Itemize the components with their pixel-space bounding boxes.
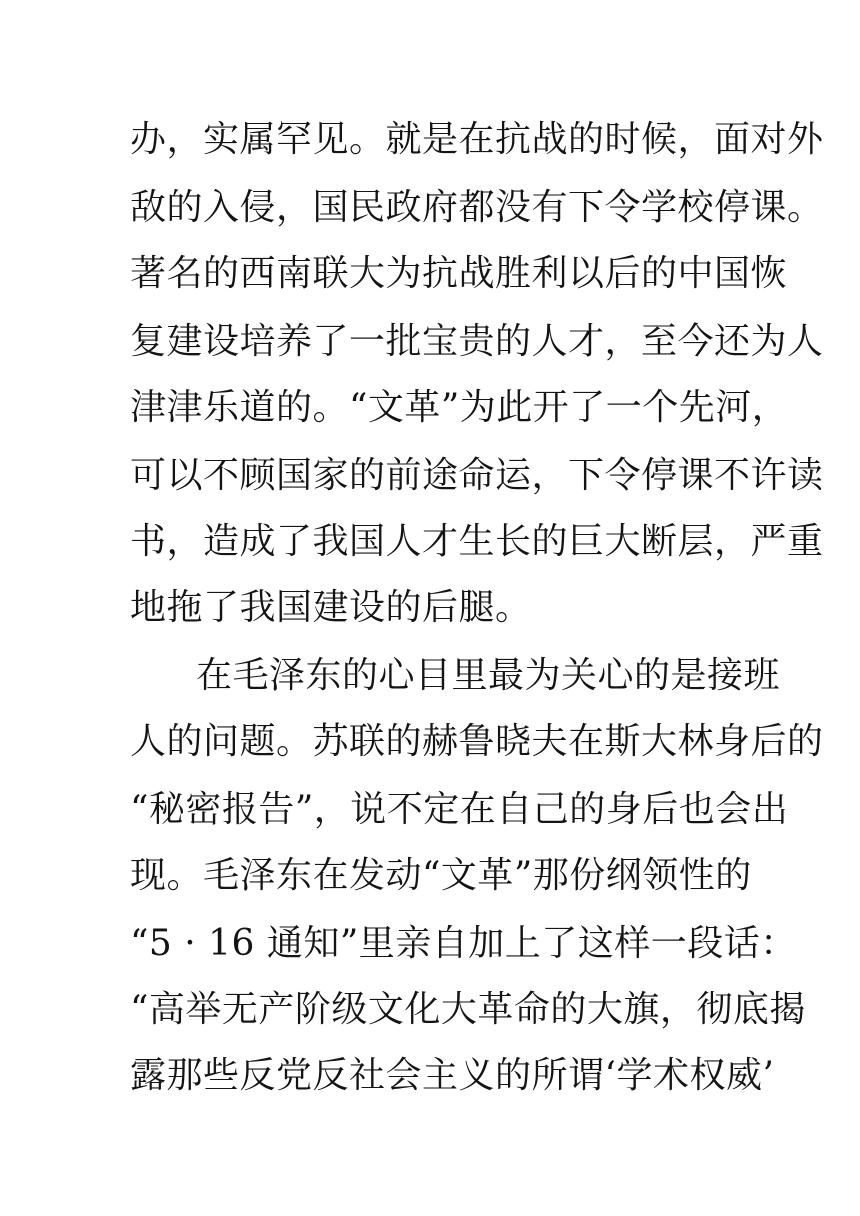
- text-line: 办，实属罕见。就是在抗战的时候，面对外: [130, 119, 824, 160]
- text-line: 在毛泽东的心目里最为关心的是接班: [196, 655, 781, 696]
- text-line: 可以不顾国家的前途命运，下令停课不许读: [130, 455, 824, 496]
- text-line: 书，造成了我国人才生长的巨大断层，严重: [130, 521, 824, 562]
- text-line: “高举无产阶级文化大革命的大旗，彻底揭: [130, 989, 806, 1030]
- text-line: 敌的入侵，国民政府都没有下令学校停课。: [130, 187, 824, 228]
- text-line: “5 · 16 通知”里亲自加上了这样一段话：: [130, 923, 797, 964]
- text-line: 著名的西南联大为抗战胜利以后的中国恢: [130, 253, 788, 294]
- text-line: 地拖了我国建设的后腿。: [130, 587, 532, 628]
- text-line: 复建设培养了一批宝贵的人才，至今还为人: [130, 321, 824, 362]
- text-line: 人的问题。苏联的赫鲁晓夫在斯大林身后的: [130, 721, 824, 762]
- text-line: “秘密报告”，说不定在自己的身后也会出: [130, 789, 789, 830]
- text-line: 露那些反党反社会主义的所谓‘学术权威’: [130, 1055, 775, 1096]
- text-line: 现。毛泽东在发动“文革”那份纲领性的: [130, 855, 752, 896]
- text-line: 津津乐道的。“文革”为此开了一个先河，: [130, 387, 789, 428]
